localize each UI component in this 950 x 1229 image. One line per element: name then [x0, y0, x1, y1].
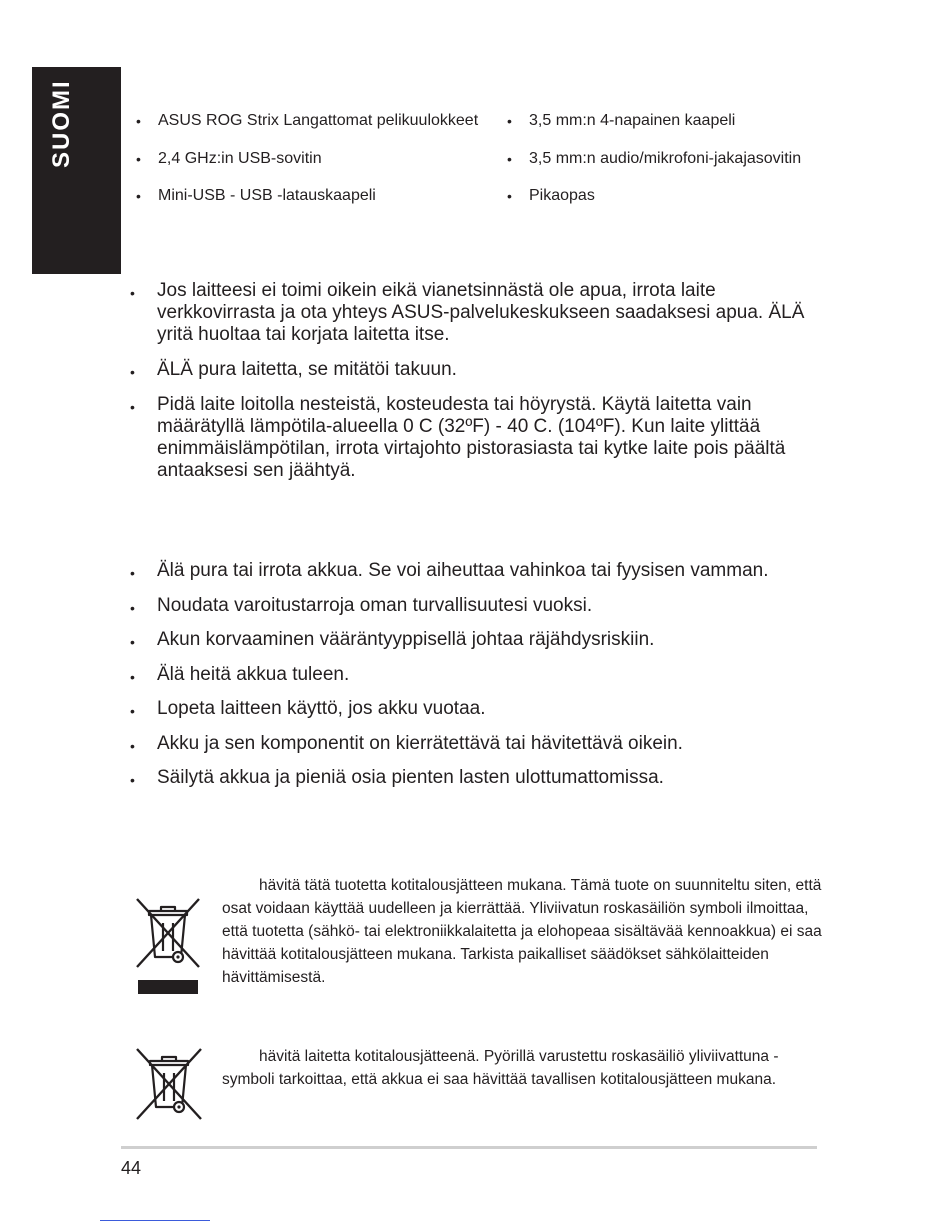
- package-contents-right: [507, 111, 801, 224]
- list-item: • Jos laitteesi ei toimi oikein eikä vianetsinnästä ole apua, irrota laite verkkovirrasta ja ota yhteys ASUS-palvelukeskukseen saadaksesi apua. ÄLÄ yritä huoltaa tai korjata laitetta itse.: [130, 280, 805, 345]
- list-item: • Lopeta laitteen käyttö, jos akku vuotaa.: [130, 698, 830, 720]
- bullet-icon: •: [130, 737, 135, 754]
- crossed-wheelie-bin-icon: [133, 895, 203, 997]
- list-item: • Noudata varoitustarroja oman turvallisuutesi vuoksi.: [130, 595, 830, 617]
- package-contents-left: [136, 111, 478, 224]
- list-item: • ÄLÄ pura laitetta, se mitätöi takuun.: [130, 359, 830, 381]
- safety-list: [130, 280, 830, 482]
- bullet-icon: •: [507, 113, 512, 129]
- bullet-icon: •: [507, 150, 512, 167]
- list-item: • Akku ja sen komponentit on kierrätettävä tai hävitettävä oikein.: [130, 733, 830, 755]
- bullet-icon: •: [130, 772, 135, 788]
- bullet-icon: •: [130, 668, 135, 685]
- list-item: • Mini-USB - USB -latauskaapeli: [136, 187, 376, 204]
- list-item: • 2,4 GHz:in USB-sovitin: [136, 149, 322, 167]
- list-item: • Älä heitä akkua tuleen.: [130, 664, 830, 686]
- footer-rule: [121, 1146, 817, 1149]
- bullet-icon: •: [136, 150, 141, 167]
- bullet-icon: •: [130, 703, 135, 719]
- list-item: • Akun korvaaminen vääräntyyppisellä johtaa räjähdysriskiin.: [130, 629, 830, 651]
- list-item: • Pidä laite loitolla nesteistä, kosteudesta tai höyrystä. Käytä laitetta vain määrätyllä lämpötila-alueella 0 C (32ºF) - 40 C. (104ºF). Kun laite ylittää enimmäislämpötilan, irrota virtajohto pistorasiasta tai kytke laite pois päältä antaaksesi sen jäähtyä.: [130, 394, 786, 481]
- bullet-icon: •: [130, 285, 135, 301]
- bullet-icon: •: [136, 188, 141, 204]
- bullet-icon: •: [136, 113, 141, 129]
- battery-safety-list: [130, 560, 830, 789]
- bullet-icon: •: [130, 399, 135, 415]
- footer-link-underline: [100, 1220, 210, 1221]
- bullet-icon: •: [130, 634, 135, 650]
- list-item: • ASUS ROG Strix Langattomat pelikuulokkeet: [136, 112, 479, 129]
- language-tab-label: SUOMI: [48, 79, 75, 168]
- battery-disposal-notice: hävitä laitetta kotitalousjätteenä. Pyörillä varustettu roskasäiliö yliviivattuna -symboli tarkoittaa, että akkua ei saa hävittää tavallisen kotitalousjätteen mukana.: [222, 1048, 779, 1088]
- list-item: • Älä pura tai irrota akkua. Se voi aiheuttaa vahinkoa tai fyysisen vamman.: [130, 560, 830, 582]
- list-item: • 3,5 mm:n 4-napainen kaapeli: [507, 112, 736, 129]
- bullet-icon: •: [507, 188, 512, 204]
- list-item: • Pikaopas: [507, 187, 595, 204]
- bullet-icon: •: [130, 364, 135, 380]
- list-item: • Säilytä akkua ja pieniä osia pienten lasten ulottumattomissa.: [130, 767, 830, 789]
- page-number: 44: [121, 1158, 142, 1178]
- list-item: • 3,5 mm:n audio/mikrofoni-jakajasovitin: [507, 149, 802, 167]
- crossed-wheelie-bin-icon: [133, 1045, 205, 1123]
- bullet-icon: •: [130, 599, 135, 616]
- product-disposal-notice: hävitä tätä tuotetta kotitalousjätteen mukana. Tämä tuote on suunniteltu siten, että osat voidaan käyttää uudelleen ja kierrättää. Yliviivatun roskasäiliön symboli ilmoittaa, että tuotetta (sähkö- tai elektroniikkalaitetta ja elohopeaa sisältävää kennoakkua) ei saa hävittää kotitalousjätteen mukana. Tarkista paikalliset säädökset sähkölaitteiden hävittämisestä.: [222, 877, 822, 986]
- bullet-icon: •: [130, 565, 135, 581]
